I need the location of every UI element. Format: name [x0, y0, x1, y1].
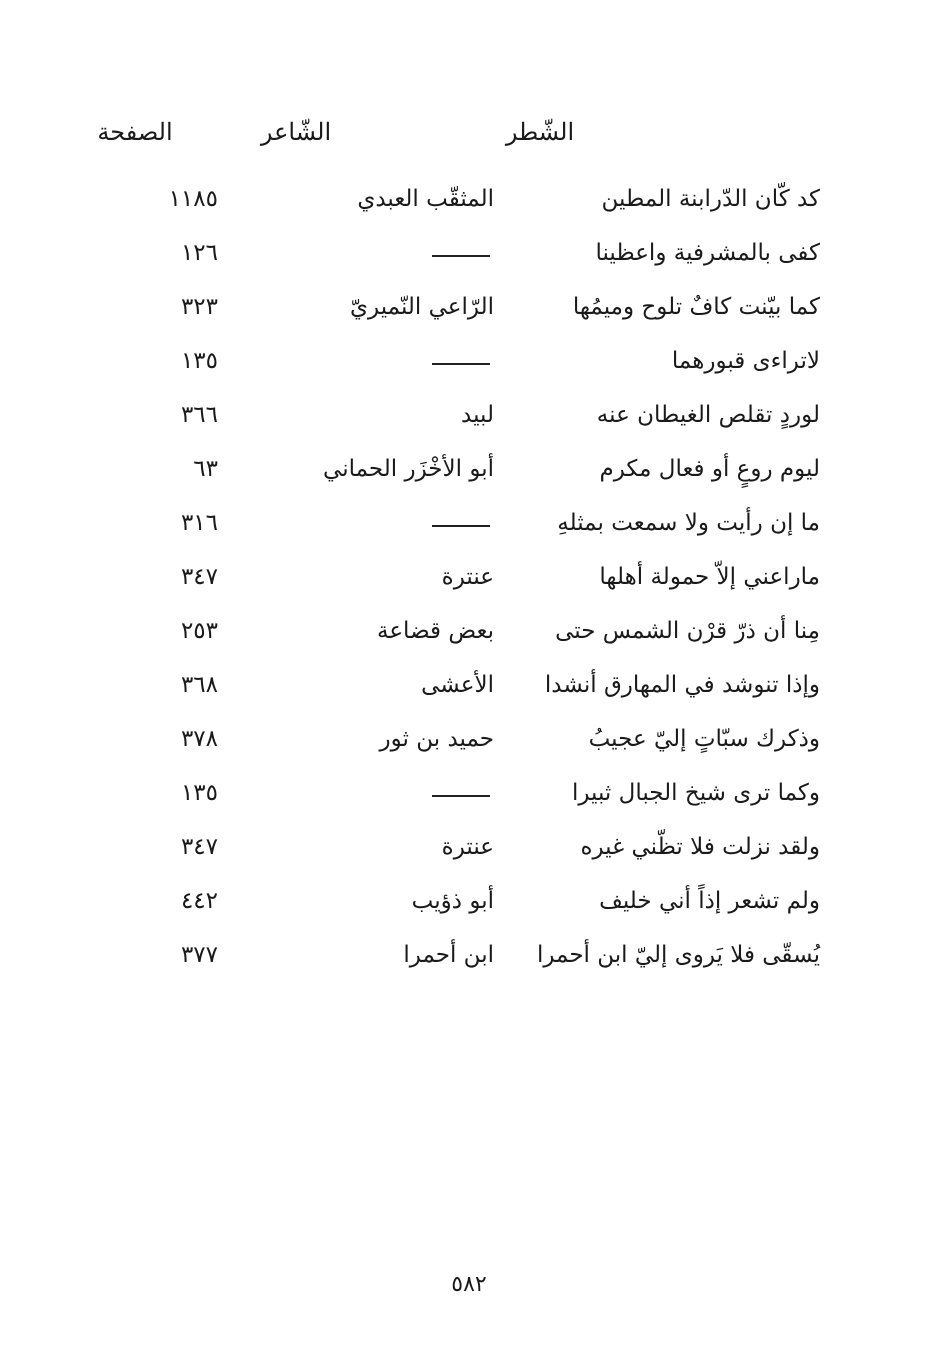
page-ref-cell: ٣٦٨ [180, 672, 218, 698]
page-ref-cell: ٣٧٨ [180, 726, 218, 752]
poet-cell: حميد بن ثور [379, 726, 494, 752]
header-page: الصفحة [97, 118, 173, 146]
table-row [0, 664, 938, 718]
poet-cell: ابن أحمرا [403, 942, 494, 968]
table-row [0, 340, 938, 394]
verse-index-table [0, 178, 938, 988]
page-ref-cell: ٣٧٧ [180, 942, 218, 968]
unknown-poet-dash [432, 525, 490, 527]
hemistich-cell: ماراعني إلاّ حمولة أهلها [599, 564, 820, 590]
page-ref-cell: ١٢٦ [180, 240, 218, 266]
table-row [0, 448, 938, 502]
table-row [0, 178, 938, 232]
page-ref-cell: ٣٤٧ [180, 564, 218, 590]
hemistich-cell: كما بيّنت كافٌ تلوح وميمُها [572, 294, 820, 320]
hemistich-cell: ليوم روعٍ أو فعال مكرم [599, 456, 820, 482]
poet-cell [432, 348, 494, 374]
poet-cell: المثقّب العبدي [357, 186, 494, 212]
table-row [0, 286, 938, 340]
table-row [0, 718, 938, 772]
table-row [0, 826, 938, 880]
page-ref-cell: ٤٤٢ [180, 888, 218, 914]
page-ref-cell: ١١٨٥ [168, 186, 218, 212]
poet-cell: الرّاعي النّميريّ [350, 294, 494, 320]
unknown-poet-dash [432, 363, 490, 365]
table-row [0, 394, 938, 448]
hemistich-cell: ولم تشعر إذاً أني خليف [599, 888, 820, 914]
table-row [0, 772, 938, 826]
table-row [0, 502, 938, 556]
page-ref-cell: ٣١٦ [180, 510, 218, 536]
poet-cell: عنترة [441, 834, 494, 860]
unknown-poet-dash [432, 255, 490, 257]
table-row [0, 934, 938, 988]
table-header [0, 118, 938, 158]
poet-cell [432, 780, 494, 806]
hemistich-cell: وإذا تنوشد في المهارق أنشدا [544, 672, 820, 698]
hemistich-cell: مِنا أن ذرّ قرْن الشمس حتى [555, 618, 820, 644]
page-ref-cell: ١٣٥ [180, 780, 218, 806]
table-row [0, 232, 938, 286]
poet-cell: أبو الأخْزَر الحماني [323, 456, 494, 482]
poet-cell [432, 510, 494, 536]
page-ref-cell: ٦٣ [193, 456, 218, 482]
page-ref-cell: ٣٤٧ [180, 834, 218, 860]
unknown-poet-dash [432, 795, 490, 797]
poet-cell: بعض قضاعة [377, 618, 494, 644]
table-row [0, 880, 938, 934]
poet-cell [432, 240, 494, 266]
hemistich-cell: كفى بالمشرفية واعظينا [595, 240, 820, 266]
poet-cell: عنترة [441, 564, 494, 590]
poet-cell: أبو ذؤيب [411, 888, 494, 914]
header-poet: الشّاعر [260, 118, 332, 146]
page-ref-cell: ٣٢٣ [180, 294, 218, 320]
hemistich-cell: ولقد نزلت فلا تظّني غيره [580, 834, 820, 860]
table-row [0, 556, 938, 610]
poet-cell: الأعشى [421, 672, 494, 698]
page-ref-cell: ٢٥٣ [180, 618, 218, 644]
hemistich-cell: وكما ترى شيخ الجبال ثبيرا [571, 780, 820, 806]
header-hemistich: الشّطر [505, 118, 575, 146]
page-number: ٥٨٢ [451, 1272, 487, 1297]
hemistich-cell: لاتراءى قبورهما [671, 348, 820, 374]
hemistich-cell: لوردٍ تقلص الغيطان عنه [596, 402, 820, 428]
hemistich-cell: كد كّان الدّرابنة المطين [601, 186, 820, 212]
hemistich-cell: ما إن رأيت ولا سمعت بمثلهِ [557, 510, 820, 536]
page-ref-cell: ١٣٥ [180, 348, 218, 374]
hemistich-cell: يُسقّى فلا يَروى إليّ ابن أحمرا [536, 942, 820, 968]
hemistich-cell: وذكرك سبّاتٍ إليّ عجيبُ [588, 726, 820, 752]
page-ref-cell: ٣٦٦ [180, 402, 218, 428]
table-row [0, 610, 938, 664]
poet-cell: لبيد [461, 402, 494, 428]
